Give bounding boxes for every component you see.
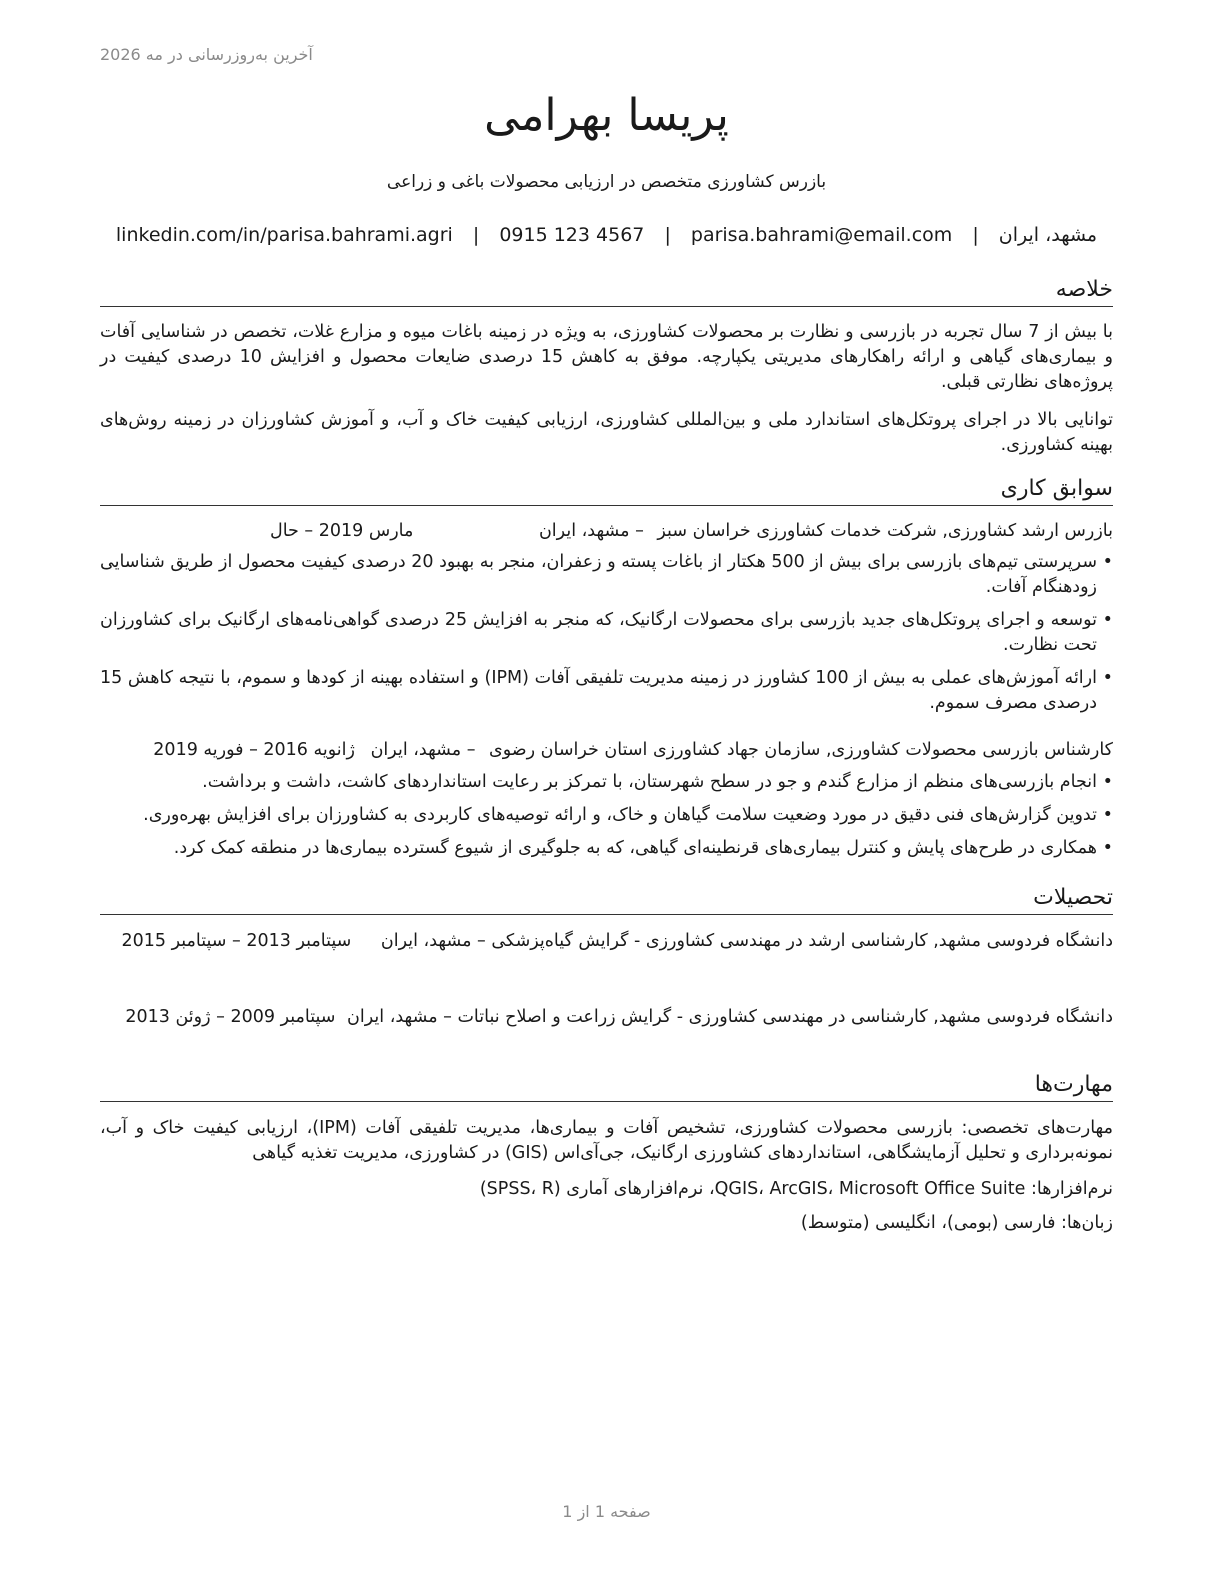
resume-page (100, 0, 1113, 1584)
job-bullets (100, 770, 1113, 869)
education-text: دانشگاه فردوسی مشهد, کارشناسی در مهندسی کشاورزی - گرایش زراعت و اصلاح نباتات – مشهد، ایران (347, 1007, 1113, 1027)
contact-phone[interactable]: 0915 123 4567 (499, 224, 645, 246)
job-title: کارشناس بازرسی محصولات کشاورزی, سازمان جهاد کشاورزی استان خراسان رضوی (489, 740, 1113, 760)
section-title-education: تحصیلات (100, 884, 1113, 915)
page-number: صفحه 1 از 1 (562, 1502, 651, 1521)
list-item: • همکاری در طرح‌های پایش و کنترل بیماری‌های قرنطینه‌ای گیاهی، که به جلوگیری از شیوع گسترده بیماری‌ها در منطقه کمک کرد. (100, 836, 1113, 861)
list-item: • تدوین گزارش‌های فنی دقیق در مورد وضعیت سلامت گیاهان و خاک، و ارائه توصیه‌های کاربردی به کشاورزان برای افزایش بهره‌وری. (100, 803, 1113, 828)
summary-paragraph: با بیش از 7 سال تجربه در بازرسی و نظارت بر محصولات کشاورزی، به ویژه در زمینه باغات میوه و مزارع غلات، تخصص در شناسایی آفات و بیماری‌های گیاهی و ارائه راهکارهای مدیریتی یکپارچه. موفق به کاهش 15 درصدی ضایعات محصول و افزایش 10 درصدی کیفیت در پروژه‌های نظارتی قبلی. (100, 322, 1113, 392)
candidate-name: پریسا بهرامی (484, 90, 729, 141)
skills-languages: زبان‌ها: فارسی (بومی)، انگلیسی (متوسط) (800, 1213, 1113, 1233)
skills-specialized: مهارت‌های تخصصی: بازرسی محصولات کشاورزی، تشخیص آفات و بیماری‌ها، مدیریت تلفیقی آفات (IPM)، ارزیابی کیفیت خاک و آب، نمونه‌برداری و تحلیل آزمایشگاهی، استانداردهای کشاورزی ارگانیک، جی‌آی‌اس (GIS) در کشاورزی، مدیریت تغذیه گیاهی (100, 1118, 1114, 1163)
candidate-headline: بازرس کشاورزی متخصص در ارزیابی محصولات باغی و زراعی (386, 172, 827, 192)
contact-separator: | (664, 224, 671, 246)
contact-separator: | (972, 224, 979, 246)
contact-email[interactable]: parisa.bahrami@email.com (690, 224, 953, 246)
section-title-skills: مهارت‌ها (100, 1071, 1113, 1102)
summary-paragraph: توانایی بالا در اجرای پروتکل‌های استاندارد ملی و بین‌المللی کشاورزی، ارزیابی کیفیت خاک و آب، و آموزش کشاورزان در زمینه روش‌های بهینه کشاورزی. (100, 410, 1113, 455)
education-item (100, 928, 1113, 954)
contact-linkedin[interactable]: linkedin.com/in/parisa.bahrami.agri (115, 224, 453, 246)
section-title-summary: خلاصه (100, 276, 1113, 307)
list-item: • سرپرستی تیم‌های بازرسی برای بیش از 500 هکتار از باغات پسته و زعفران، منجر به بهبود 20 درصدی کیفیت محصول از طریق شناسایی زودهنگام آفات. (100, 550, 1113, 600)
job-dates: ژانویه 2016 – فوریه 2019 (153, 740, 355, 760)
education-dates: سپتامبر 2009 – ژوئن 2013 (125, 1007, 336, 1027)
job-header (100, 738, 1113, 762)
list-item: • توسعه و اجرای پروتکل‌های جدید بازرسی برای محصولات ارگانیک، که منجر به افزایش 25 درصدی گواهی‌نامه‌های ارگانیک برای کشاورزان تحت نظارت. (100, 608, 1113, 658)
education-item (100, 1004, 1113, 1030)
skills-software: نرم‌افزارها: QGIS، ArcGIS، Microsoft Office Suite، نرم‌افزارهای آماری (SPSS، R) (479, 1179, 1113, 1199)
list-item: • انجام بازرسی‌های منظم از مزارع گندم و جو در سطح شهرستان، با تمرکز بر رعایت استانداردهای کاشت، داشت و برداشت. (100, 770, 1113, 795)
contact-separator: | (472, 224, 480, 246)
education-text: دانشگاه فردوسی مشهد, کارشناسی ارشد در مهندسی کشاورزی - گرایش گیاه‌پزشکی – مشهد، ایران (380, 931, 1113, 951)
contact-location: مشهد، ایران (998, 224, 1098, 246)
job-title: بازرس ارشد کشاورزی, شرکت خدمات کشاورزی خراسان سبز (657, 521, 1113, 541)
job-dates: مارس 2019 – حال (269, 521, 414, 541)
last-updated-note: آخرین به‌روزرسانی در مه 2026 (100, 45, 313, 64)
job-header (100, 519, 1113, 543)
education-dates: سپتامبر 2013 – سپتامبر 2015 (121, 931, 352, 951)
job-location: – مشهد، ایران (370, 740, 476, 760)
contact-line (100, 224, 1113, 246)
job-location: – مشهد، ایران (538, 521, 644, 541)
job-bullets (100, 550, 1113, 724)
list-item: • ارائه آموزش‌های عملی به بیش از 100 کشاورز در زمینه مدیریت تلفیقی آفات (IPM) و استفاده بهینه از کودها و سموم، با نتیجه کاهش 15 درصدی مصرف سموم. (100, 666, 1113, 716)
section-title-experience: سوابق کاری (100, 475, 1113, 506)
